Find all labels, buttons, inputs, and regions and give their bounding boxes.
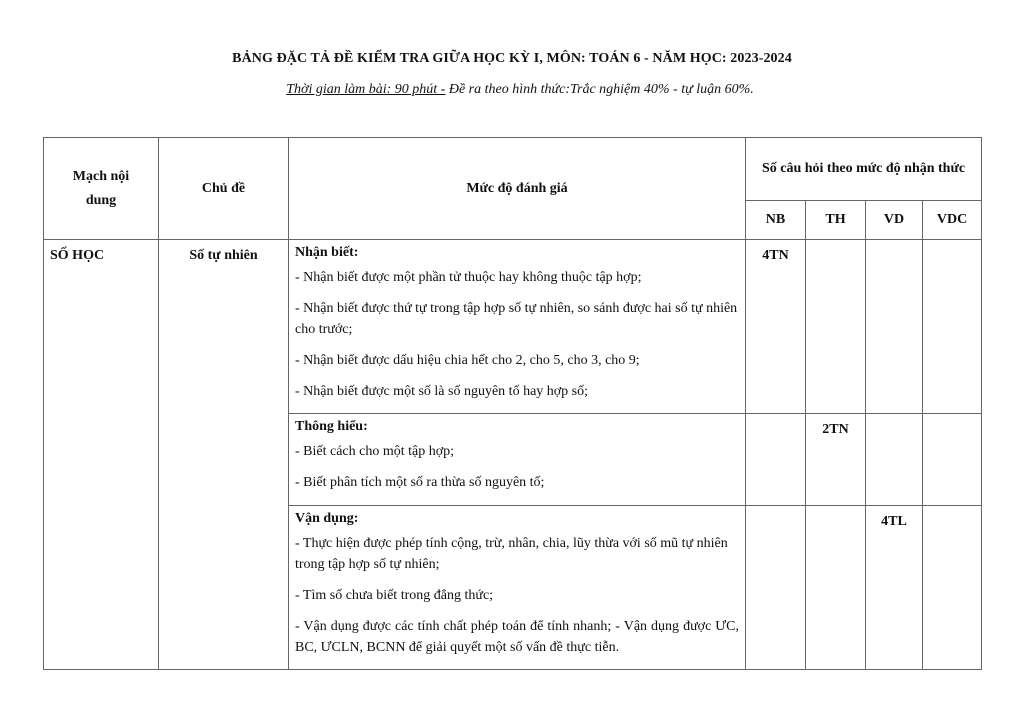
table-row [44,240,982,414]
specification-table [43,137,982,670]
level-description [289,414,746,506]
level-description [289,240,746,414]
level-title: Nhận biết: [295,245,359,260]
header-so-cau-hoi: Số câu hỏi theo mức độ nhận thức [746,138,982,201]
criterion-item: - Nhận biết được một phần tử thuộc hay không thuộc tập hợp; [295,270,642,285]
criterion-item: - Nhận biết được thứ tự trong tập hợp số tự nhiên, so sánh được hai số tự nhiên cho trước; [295,301,738,337]
level-description [289,506,746,670]
count-nb: 4TN [746,240,806,414]
document-subtitle [0,82,1024,98]
criterion-item: - Thực hiện được phép tính cộng, trừ, nhân, chia, lũy thừa với số mũ tự nhiên trong tập hợp số tự nhiên; [295,536,728,572]
document-title: BẢNG ĐẶC TẢ ĐỀ KIỂM TRA GIỮA HỌC KỲ I, MÔN: TOÁN 6 - NĂM HỌC: 2023-2024 [232,51,792,66]
header-muc-do-danh-gia: Mức độ đánh giá [289,138,746,240]
count-vd [866,414,923,506]
criterion-item: - Vận dụng được các tính chất phép toán để tính nhanh; - Vận dụng được ƯC, BC, ƯCLN, BCNN để giải quyết một số vấn đề thực tiễn. [295,619,739,655]
count-vd [866,240,923,414]
criterion-item: - Biết cách cho một tập hợp; [295,444,455,459]
criterion-item: - Nhận biết được dấu hiệu chia hết cho 2, cho 5, cho 3, cho 9; [295,353,640,368]
criterion-item: - Tìm số chưa biết trong đẳng thức; [295,588,494,603]
header-mach-noi-dung: Mạch nội dung [44,138,159,240]
exam-duration: Thời gian làm bài: 90 phút - [286,82,446,97]
level-title: Vận dụng: [295,511,359,526]
count-vdc [923,506,982,670]
header-vd: VD [866,201,923,240]
header-nb: NB [746,201,806,240]
criterion-item: - Nhận biết được một số là số nguyên tố hay hợp số; [295,384,589,399]
count-vdc [923,414,982,506]
header-th: TH [806,201,866,240]
count-th: 2TN [806,414,866,506]
chu-de-cell: Số tự nhiên [159,240,289,670]
level-title: Thông hiểu: [295,419,368,434]
criterion-item: - Biết phân tích một số ra thừa số nguyên tố; [295,475,545,490]
count-nb [746,506,806,670]
exam-format: Đề ra theo hình thức:Trắc nghiệm 40% - tự luận 60%. [445,82,754,97]
count-nb [746,414,806,506]
count-th [806,506,866,670]
count-vdc [923,240,982,414]
count-vd: 4TL [866,506,923,670]
header-vdc: VDC [923,201,982,240]
count-th [806,240,866,414]
mach-noi-dung-cell: SỐ HỌC [44,240,159,670]
header-chu-de: Chủ đề [159,138,289,240]
